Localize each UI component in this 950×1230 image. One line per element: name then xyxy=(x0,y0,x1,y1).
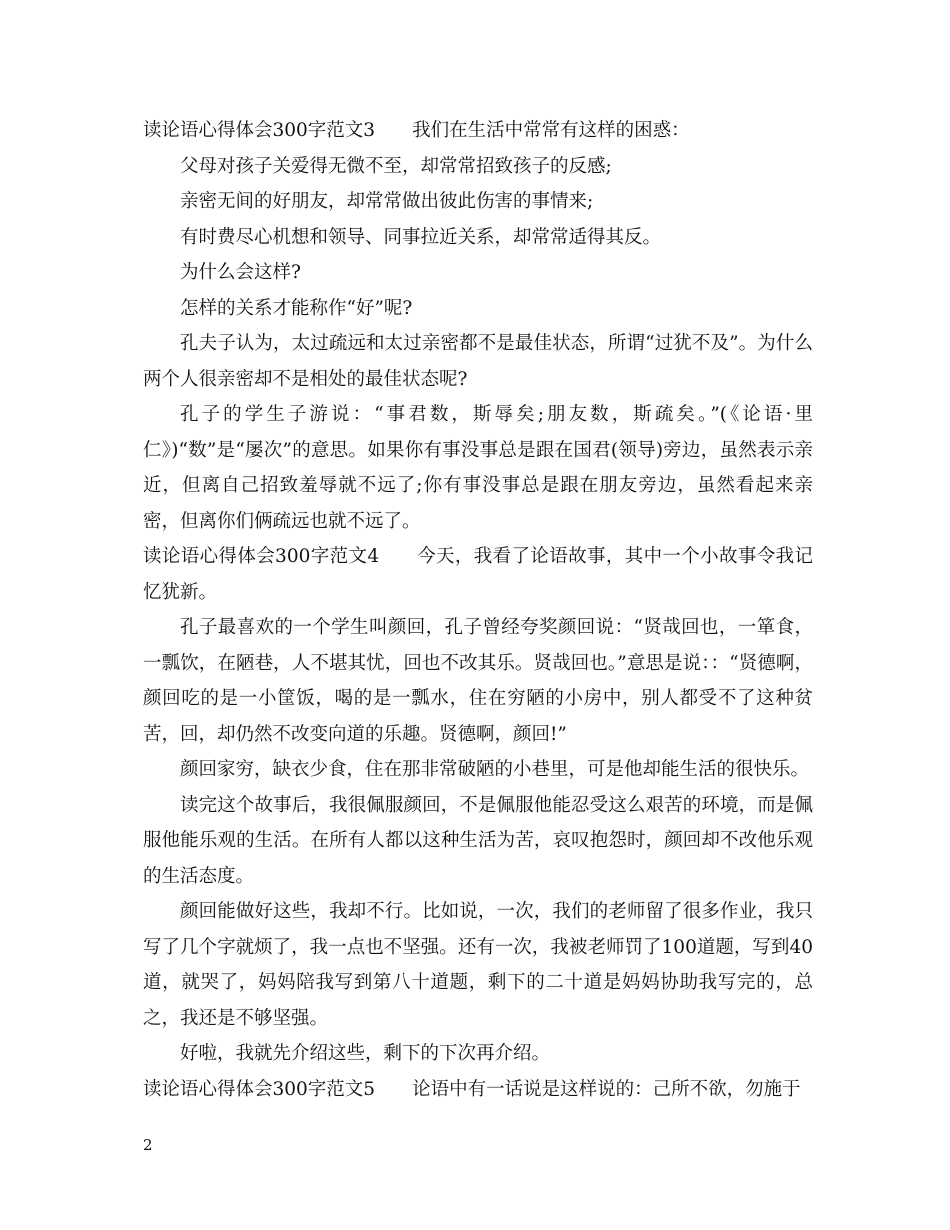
body-paragraph: 父母对孩子关爱得无微不至，却常常招致孩子的反感; xyxy=(180,155,612,177)
page-number: 2 xyxy=(143,1136,153,1154)
body-paragraph: 读完这个故事后，我很佩服颜回，不是佩服他能忍受这么艰苦的环境，而是佩服他能乐观的生活。在所有人都以这种生活为苦，哀叹抱怨时，颜回却不改他乐观的生活态度。 xyxy=(143,794,813,887)
body-paragraph: 有时费尽心机想和领导、同事拉近关系，却常常适得其反。 xyxy=(180,226,662,248)
section-heading-paragraph: 读论语心得体会300字范文3 我们在生活中常常有这样的困惑： xyxy=(143,120,690,141)
body-paragraph: 为什么会这样? xyxy=(180,262,301,283)
body-paragraph: 亲密无间的好朋友，却常常做出彼此伤害的事情来; xyxy=(180,191,594,212)
body-paragraph: 颜回家穷，缺衣少食，住在那非常破陋的小巷里，可是他却能生活的很快乐。 xyxy=(180,759,810,780)
body-paragraph: 孔子最喜欢的一个学生叫颜回，孔子曾经夸奖颜回说：“贤哉回也，一箪食，一瓢饮，在陋巷，人不堪其忧，回也不改其乐。贤哉回也。”意思是说：：“贤德啊，颜回吃的是一小筐饭，喝的是一瓢水，住在穷陋的小房中，别人都受不了这种贫苦，回，却仍然不改变向道的乐趣。贤德啊，颜回!” xyxy=(143,617,813,745)
section-heading-paragraph: 读论语心得体会300字范文5 论语中有一话说是这样说的：己所不欲，勿施于 xyxy=(143,1078,801,1100)
document-body xyxy=(143,113,813,1107)
body-paragraph: 孔夫子认为，太过疏远和太过亲密都不是最佳状态，所谓“过犹不及”。为什么两个人很亲密却不是相处的最佳状态呢? xyxy=(143,333,813,390)
body-paragraph: 好啦，我就先介绍这些，剩下的下次再介绍。 xyxy=(180,1043,551,1064)
body-paragraph: 怎样的关系才能称作“好”呢? xyxy=(180,297,413,319)
section-heading-paragraph: 读论语心得体会300字范文4 今天，我看了论语故事，其中一个小故事令我记忆犹新。 xyxy=(143,546,813,603)
body-paragraph: 颜回能做好这些，我却不行。比如说，一次，我们的老师留了很多作业，我只写了几个字就烦了，我一点也不坚强。还有一次，我被老师罚了100道题，写到40道，就哭了，妈妈陪我写到第八十道题，剩下的二十道是妈妈协助我写完的，总之，我还是不够坚强。 xyxy=(143,901,813,1029)
body-paragraph: 孔子的学生子游说：“事君数，斯辱矣;朋友数，斯疏矣。”(《论语·里仁》)“数”是“屡次”的意思。如果你有事没事总是跟在国君(领导)旁边，虽然表示亲近，但离自己招致羞辱就不远了;你有事没事总是跟在朋友旁边，虽然看起来亲密，但离你们俩疏远也就不远了。 xyxy=(143,404,813,532)
